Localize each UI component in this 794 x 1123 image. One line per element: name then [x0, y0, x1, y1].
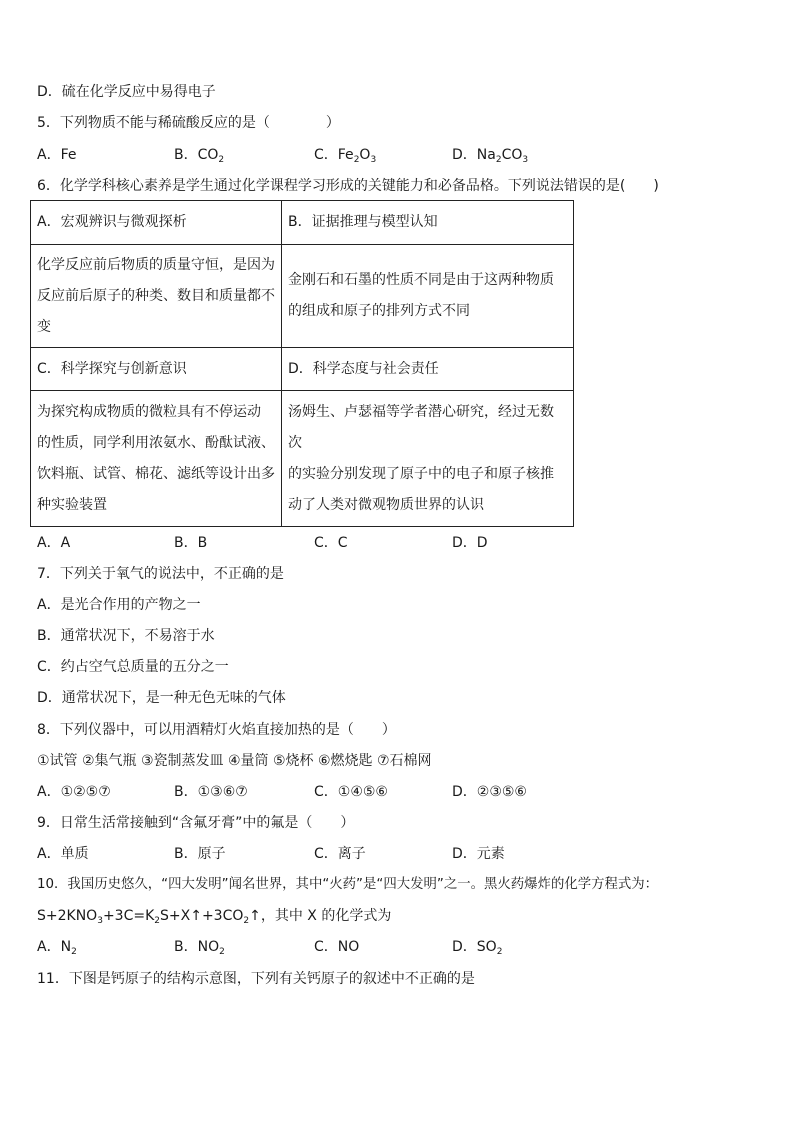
q7-option-b: B．通常状况下，不易溶于水: [37, 628, 215, 644]
q10-option-b: B．$NO_2$: [174, 939, 225, 957]
q9-option-d: D．元素: [452, 846, 505, 862]
q8-option-b: B．①③⑥⑦: [174, 784, 248, 800]
q9-option-b: B．原子: [174, 846, 226, 862]
q6-cell-d-header: D．科学态度与社会责任: [282, 348, 574, 391]
q6-option-d: D．D: [452, 535, 488, 551]
q7-option-c: C．约占空气总质量的五分之一: [37, 659, 229, 675]
q6-cell-c-header: C．科学探究与创新意识: [31, 348, 282, 391]
q5-option-c: C．$Fe_2O_3$: [314, 147, 377, 165]
q6-option-c: C．C: [314, 535, 348, 551]
q9-option-a: A．单质: [37, 846, 89, 862]
q8-option-c: C．①④⑤⑥: [314, 784, 388, 800]
q6-cell-b-body: 金刚石和石墨的性质不同是由于这两种物质 的组成和原子的排列方式不同: [282, 245, 574, 348]
q6-option-b: B．B: [174, 535, 208, 551]
q5-option-a: A．Fe: [37, 147, 77, 163]
q4-option-d: D．硫在化学反应中易得电子: [37, 84, 216, 100]
q6-cell-d-body: 汤姆生、卢瑟福等学者潜心研究，经过无数次 的实验分别发现了原子中的电子和原子核推 动了人类对微观物质世界的认识: [282, 391, 574, 527]
q8-option-a: A．①②⑤⑦: [37, 784, 111, 800]
q6-cell-b-header: B．证据推理与模型认知: [282, 201, 574, 245]
q9-stem: 9．日常生活常接触到“含氟牙膏”中的氟是（ ）: [37, 815, 355, 831]
q6-stem: 6．化学学科核心素养是学生通过化学课程学习形成的关键能力和必备品格。下列说法错误的是( ): [37, 178, 659, 194]
q8-option-d: D．②③⑤⑥: [452, 784, 527, 800]
q5-option-b: B．$CO_2$: [174, 147, 225, 165]
q6-cell-a-body: 化学反应前后物质的质量守恒，是因为 反应前后原子的种类、数目和质量都不 变: [31, 245, 282, 348]
q10-option-a: A．$N_2$: [37, 939, 77, 957]
q5-option-d: D．$Na_2CO_3$: [452, 147, 529, 165]
q6-cell-c-body: 为探究构成物质的微粒具有不停运动 的性质，同学利用浓氨水、酚酞试液、 饮料瓶、试管、棉花、滤纸等设计出多 种实验装置: [31, 391, 282, 527]
q5-stem: 5．下列物质不能与稀硫酸反应的是（ ）: [37, 115, 340, 131]
q10-stem: 10．我国历史悠久，“四大发明”闻名世界，其中“火药”是“四大发明”之一。黑火药爆炸的化学方程式为：: [37, 877, 659, 892]
q10-option-d: D．$SO_2$: [452, 939, 503, 957]
q6-table: [30, 200, 574, 527]
q11-stem: 11．下图是钙原子的结构示意图，下列有关钙原子的叙述中不正确的是: [37, 971, 475, 987]
q7-option-d: D．通常状况下，是一种无色无味的气体: [37, 690, 286, 706]
q8-stem: 8．下列仪器中，可以用酒精灯火焰直接加热的是（ ）: [37, 722, 396, 738]
q10-equation: $S+2KNO_3+3C=K_2S+X↑+3CO_2↑$，其中 X 的化学式为: [37, 908, 392, 926]
q6-cell-a-header: A．宏观辨识与微观探析: [31, 201, 282, 245]
q7-stem: 7．下列关于氧气的说法中，不正确的是: [37, 566, 284, 582]
q6-option-a: A．A: [37, 535, 71, 551]
q8-items: ①试管 ②集气瓶 ③瓷制蒸发皿 ④量筒 ⑤烧杯 ⑥燃烧匙 ⑦石棉网: [37, 753, 432, 769]
q7-option-a: A．是光合作用的产物之一: [37, 597, 201, 613]
q9-option-c: C．离子: [314, 846, 366, 862]
q10-option-c: C．NO: [314, 939, 360, 955]
